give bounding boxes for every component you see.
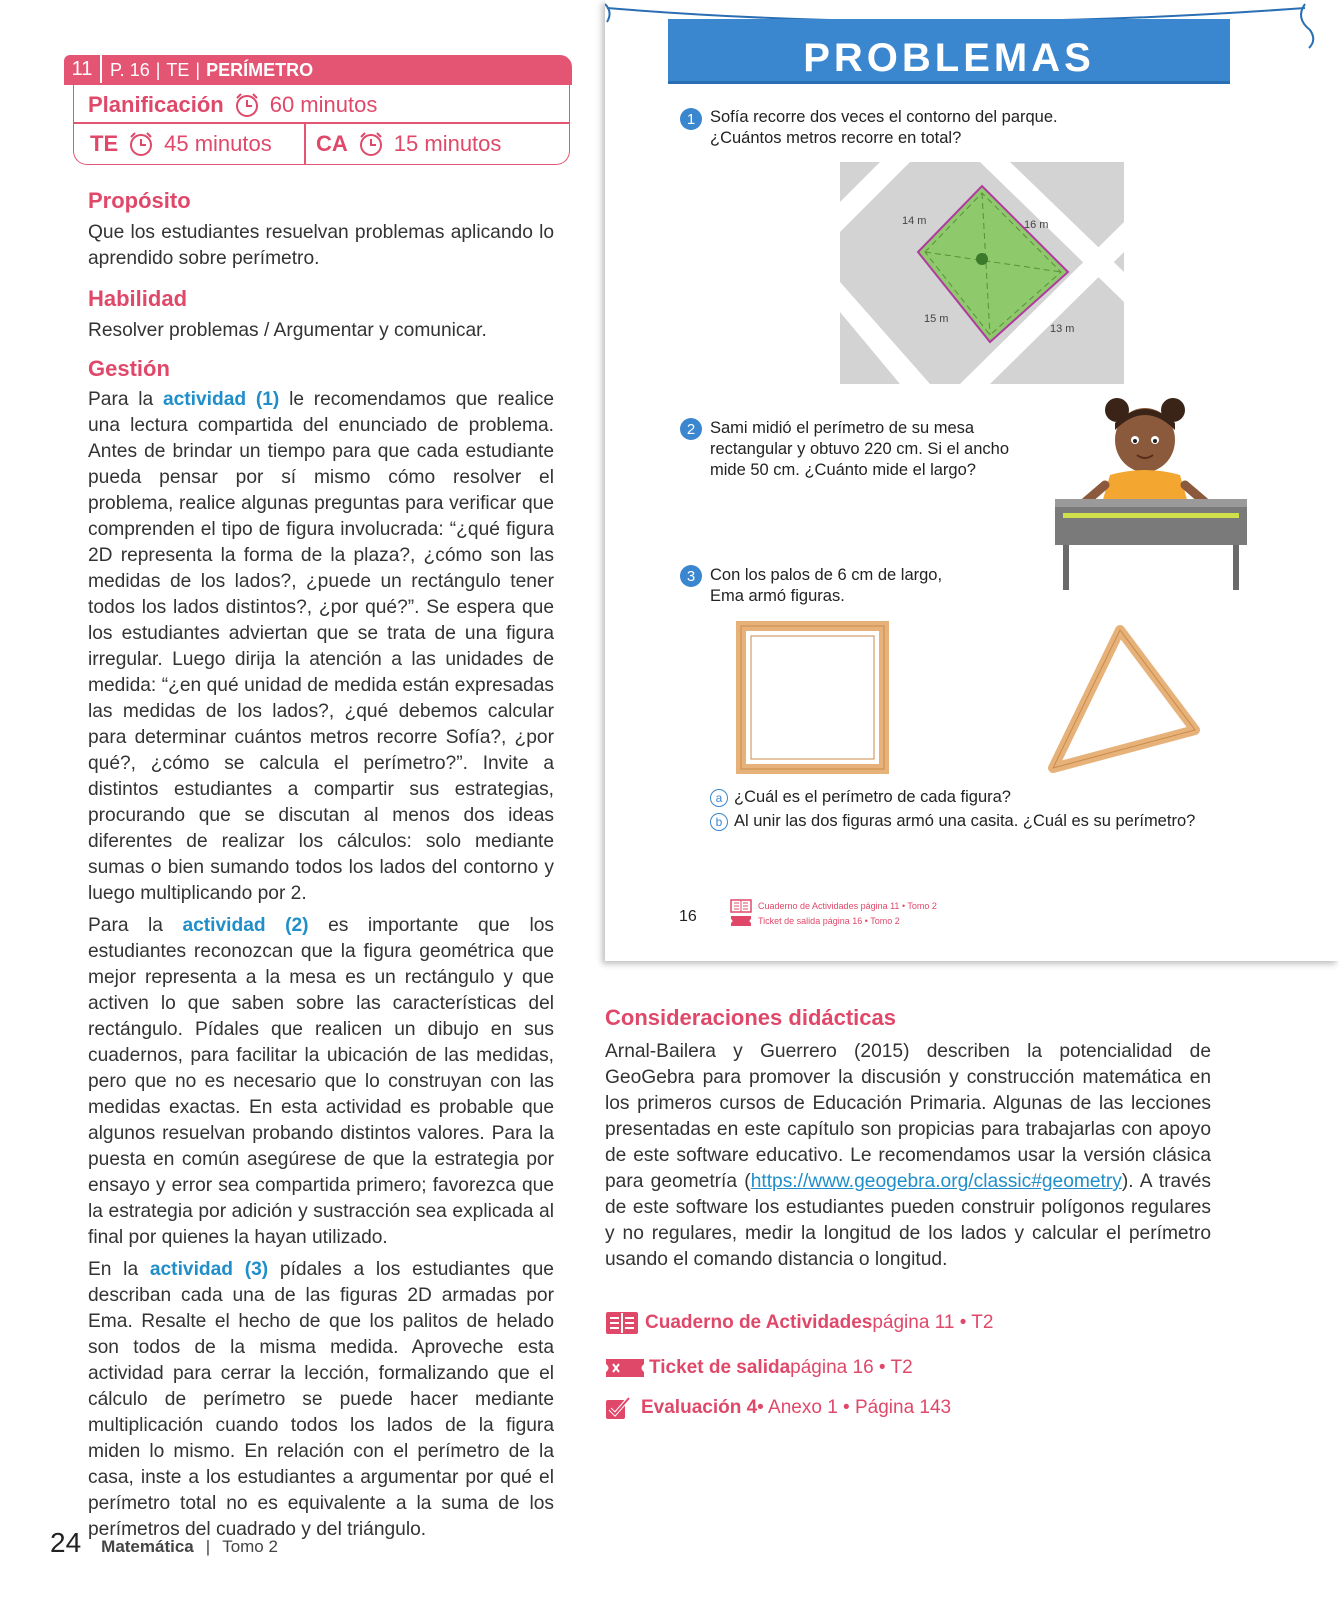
subquestion-a-text: ¿Cuál es el perímetro de cada figura? (734, 788, 1011, 806)
breadcrumb: P. 16 | TE | PERÍMETRO (110, 60, 314, 80)
alarm-clock-icon (234, 92, 260, 118)
resource-2-detail: página 16 • T2 (790, 1357, 913, 1378)
triangle-of-sticks-illustration (1045, 620, 1210, 785)
p2-pre: Para la (88, 915, 183, 936)
habilidad-title: Habilidad (88, 286, 188, 311)
book-icon (605, 1311, 639, 1335)
student-ref-2-text: Ticket de salida página 16 • Tomo 2 (758, 916, 900, 926)
student-ref-1 (730, 899, 937, 913)
footer-subject: Matemática (101, 1537, 194, 1556)
subquestion-b (710, 812, 1195, 831)
proposito-title: Propósito (88, 188, 191, 213)
ca-label: CA (316, 131, 348, 156)
te-label: TE (90, 131, 119, 156)
resource-1-detail: página 11 • T2 (872, 1312, 994, 1333)
p3-pre: En la (88, 1259, 150, 1280)
q3-line-2: Ema armó figuras. (710, 587, 845, 605)
ca-row (316, 127, 501, 161)
topic: PERÍMETRO (206, 60, 314, 80)
resource-2-title: Ticket de salida (649, 1357, 791, 1378)
ticket-icon (605, 1358, 645, 1378)
gestion-paragraph-1 (88, 387, 554, 907)
activity-1-ref: actividad (1) (162, 389, 280, 410)
gestion-paragraph-3 (88, 1257, 554, 1543)
girl-measuring-table-illustration (1055, 395, 1265, 595)
question-3-text (710, 565, 942, 607)
page-number: 24 (50, 1527, 82, 1558)
consideraciones-text (605, 1039, 1211, 1273)
question-2-number: 2 (680, 418, 702, 440)
park-label-top-right: 16 m (1024, 219, 1049, 231)
park-label-top-left: 14 m (902, 215, 927, 227)
planning-divider (73, 122, 570, 124)
problems-title: PROBLEMAS (803, 36, 1095, 80)
resource-cuaderno (605, 1311, 993, 1335)
lesson-number: 11 (64, 55, 102, 83)
consideraciones-text-post: ). A través de este software los estudiantes pueden construir polígonos regulares y no regulares, medir la longitud de los lados y calcular el perímetro usando el comando distancia o longitud. (605, 1171, 1211, 1270)
consideraciones-title: Consideraciones didácticas (605, 1005, 896, 1030)
student-page-number: 16 (679, 908, 697, 925)
activity-2-ref: actividad (2) (182, 915, 309, 936)
planning-row (88, 88, 377, 122)
student-ref-1-text: Cuaderno de Actividades página 11 • Tomo 2 (758, 901, 937, 911)
ca-time: 15 minutos (393, 131, 502, 156)
student-ref-2 (730, 915, 900, 927)
q2-line-1: Sami midió el perímetro de su mesa (710, 419, 975, 437)
park-illustration (840, 162, 1124, 384)
letter-a-badge: a (710, 789, 728, 807)
proposito-section (88, 188, 554, 272)
alarm-clock-icon (358, 131, 384, 157)
te-time: 45 minutos (164, 131, 272, 156)
resource-1-title: Cuaderno de Actividades (645, 1312, 873, 1333)
subquestion-a (710, 788, 1011, 807)
planning-time: 60 minutos (269, 92, 378, 117)
alarm-clock-icon (128, 131, 154, 157)
ticket-icon (730, 915, 752, 927)
q1-line-1: Sofía recorre dos veces el contorno del parque. (710, 108, 1058, 126)
gestion-paragraph-2 (88, 913, 554, 1251)
geogebra-link[interactable]: https://www.geogebra.org/classic#geometry (750, 1171, 1122, 1192)
resource-3-detail: • Anexo 1 • Página 143 (757, 1397, 952, 1418)
habilidad-text: Resolver problemas / Argumentar y comunicar. (88, 320, 487, 341)
student-page (605, 0, 1339, 961)
q1-line-2: ¿Cuántos metros recorre en total? (710, 129, 962, 147)
footer-volume: Tomo 2 (222, 1537, 278, 1556)
q2-line-3: mide 50 cm. ¿Cuánto mide el largo? (710, 461, 976, 479)
gestion-section (88, 356, 554, 1543)
p2-text: es importante que los estudiantes reconozcan que la figura geométrica que mejor representa a la mesa es un rectángulo y que activen lo que saben sobre las características del rectángulo. Pídales que realicen un dibujo en sus cuadernos, para facilitar la ubicación de las medidas, pero que no es necesario que lo construyan con las medidas exactas. En esta actividad es probable que algunos resuelvan probando distintos valores. Para la puesta en común asegúrese de que la estrategia por ensayo y error sea compartida primero; favorezca que la estrategia por adición y sustracción sea explicada al final por quienes la hayan utilizado. (88, 915, 554, 1248)
resource-ticket (605, 1357, 913, 1379)
p1-text: le recomendamos que realice una lectura compartida del enunciado de problema. Antes de brindar un tiempo para que cada estudiante pueda pensar por sí mismo cómo resolver el problema, realice algunas preguntas para verificar que comprenden el tipo de figura involucrada: “¿qué figura 2D representa la forma de la plaza?, ¿cómo son las medidas de los lados?, ¿puede un rectángulo tener todos los lados distintos?, ¿por qué?”. Se espera que los estudiantes adviertan que se trata de una figura irregular. Luego dirija la atención a las unidades de medida: “¿en qué unidad de medida están expresadas las medidas de los lados?, ¿qué debemos calcular para determinar cuántos metros recorre Sofía?, ¿por qué?, ¿cómo se calcula el perímetro?”. Invite a distintos estudiantes a compartir sus estrategias, procurando que se discutan al menos dos ideas diferentes de realizar los cálculos: solo mediante sumas o bien sumando todos los lados del contorno y luego multiplicando por 2. (88, 389, 554, 904)
checkbox-check-icon (605, 1396, 631, 1420)
question-1-number: 1 (680, 108, 702, 130)
resource-evaluacion (605, 1396, 951, 1420)
resource-3-title: Evaluación 4 (641, 1397, 758, 1418)
planning-vdivider (304, 123, 306, 165)
q3-line-1: Con los palos de 6 cm de largo, (710, 566, 943, 584)
habilidad-section (88, 286, 554, 344)
subquestion-b-text: Al unir las dos figuras armó una casita. ¿Cuál es su perímetro? (734, 812, 1196, 830)
consideraciones-section (605, 1005, 1211, 1273)
planning-label: Planificación (88, 92, 224, 117)
question-3-number: 3 (680, 565, 702, 587)
page-ref: P. 16 (110, 60, 150, 80)
q2-line-2: rectangular y obtuvo 220 cm. Si el ancho (710, 440, 1010, 458)
page-footer (50, 1527, 278, 1559)
p3-text: pídales a los estudiantes que describan cada una de las figuras 2D armadas por Ema. Resalte el hecho de que los palitos de helado son todos de la misma medida. Aproveche esta actividad para cerrar la lección, formalizando que el cálculo de perímetro se puede hacer mediante multiplicación cuando todos los lados de la figura miden lo mismo. En relación con el perímetro de la casa, inste a los estudiantes a argumentar por qué el perímetro total no es equivalente a la suma de los perímetros del cuadrado y del triángulo. (88, 1259, 554, 1540)
p1-pre: Para la (88, 389, 163, 410)
proposito-text: Que los estudiantes resuelvan problemas aplicando lo aprendido sobre perímetro. (88, 222, 554, 269)
square-of-sticks-illustration (735, 620, 890, 775)
book-icon (730, 899, 752, 913)
consideraciones-text-pre: Arnal-Bailera y Guerrero (2015) describen la potencialidad de GeoGebra para promover la discusión y construcción matemática en los primeros cursos de Educación Primaria. Algunas de las lecciones presentadas en este capítulo son propicias para trabajarlas con apoyo de este software educativo. Le recomendamos usar la versión clásica para geometría ( (605, 1041, 1211, 1192)
lesson-header (64, 55, 572, 167)
gestion-title: Gestión (88, 356, 170, 381)
footer-separator: | (205, 1537, 211, 1556)
letter-b-badge: b (710, 813, 728, 831)
activity-3-ref: actividad (3) (149, 1259, 269, 1280)
question-1-text (710, 107, 1058, 149)
question-2-text (710, 418, 1009, 481)
park-label-bottom-left: 15 m (924, 313, 949, 325)
type-ref: TE (166, 60, 190, 80)
park-label-bottom-right: 13 m (1050, 323, 1075, 335)
te-row (90, 127, 272, 161)
